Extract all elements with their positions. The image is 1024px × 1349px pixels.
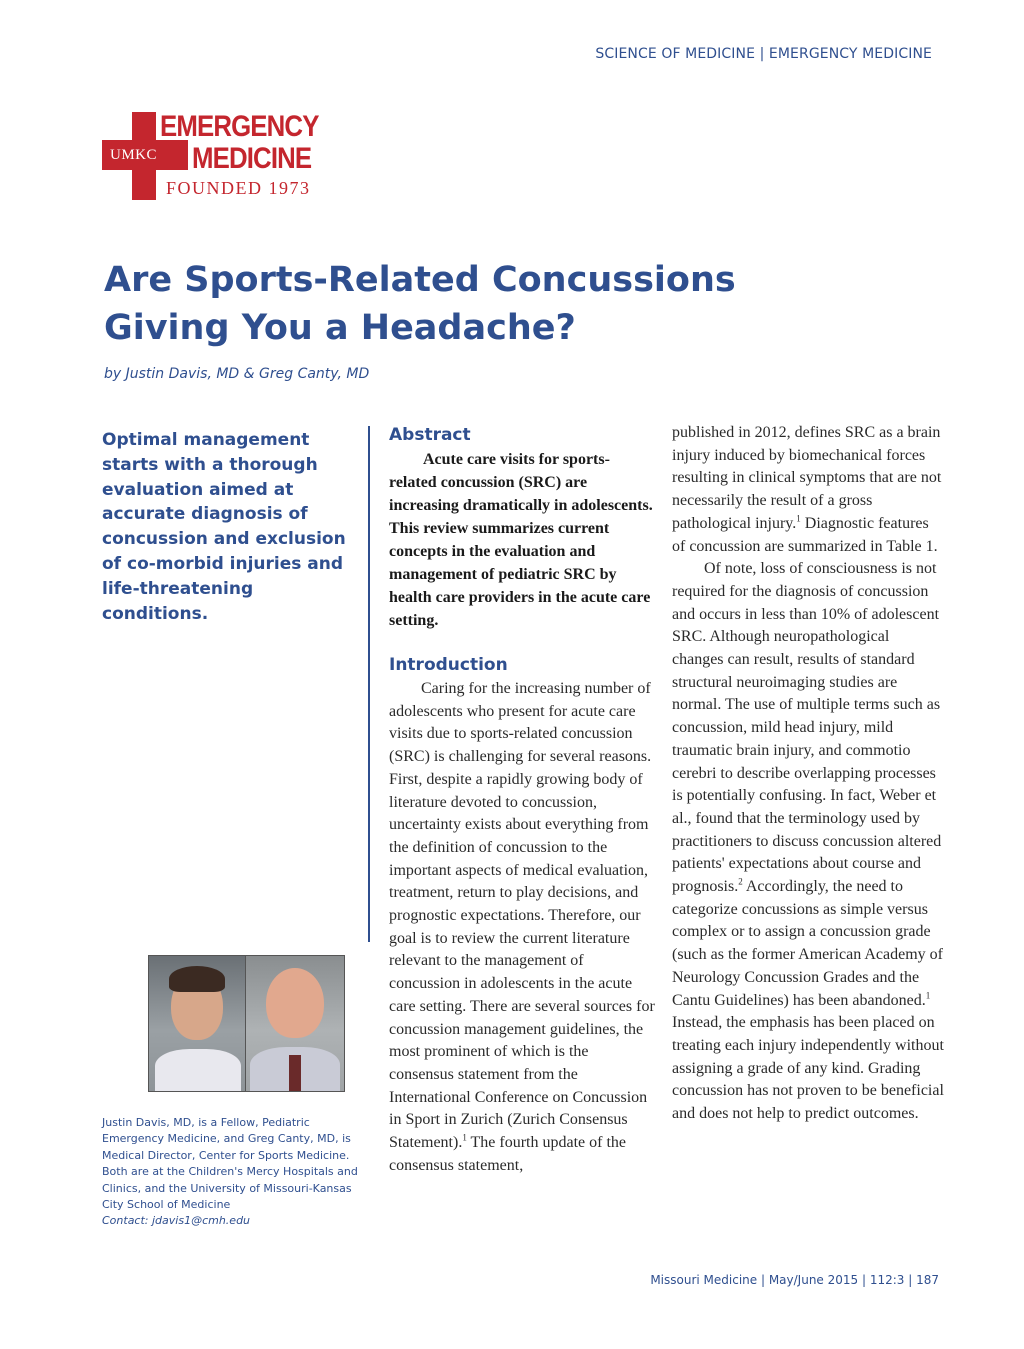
abstract-heading: Abstract (389, 425, 471, 445)
author-photo-davis (148, 955, 248, 1092)
logo-line-emergency: EMERGENCY (160, 110, 319, 143)
photo-tie (289, 1055, 301, 1091)
intro-paragraph-2: published in 2012, defines SRC as a brain injury induced by biomechanical forces resulting in clinical symptoms that are not necessarily the result of a gross pathological injury.$^1$ Diagnostic features of concussion are summarized in Table 1. (672, 424, 942, 555)
logo-founded: FOUNDED 1973 (166, 178, 311, 198)
photo-hair (169, 966, 225, 992)
abstract-text: Acute care visits for sports-related concussion (SRC) are increasing dramatically in adolescents. This review summarizes current concepts in the evaluation and management of pediatric SRC by health care providers in the acute care setting. (389, 451, 653, 629)
column-divider (368, 426, 370, 942)
intro-paragraph-1: Caring for the increasing number of adolescents who present for acute care visits due to sports-related concussion (SRC) is challenging for several reasons. First, despite a rapidly growing body of literature devoted to concussion, uncertainty exists about everything from the definition of concussion to the important aspects of medical evaluation, treatment, return to play decisions, and prognostic expectations. Therefore, our goal is to review the current literature relevant to the management of concussion in adolescents in the acute care setting. There are several sources for concussion management guidelines, the most prominent of which is the consensus statement from the International Conference on Concussion in Sport in Zurich (Zurich Consensus Statement).$^1$ The fourth update of the consensus statement, (389, 680, 655, 1174)
logo-line-medicine: MEDICINE (192, 142, 312, 175)
introduction-heading: Introduction (389, 655, 508, 675)
byline: by Justin Davis, MD & Greg Canty, MD (104, 366, 370, 382)
logo-umkc: UMKC (110, 147, 158, 163)
article-title: Are Sports-Related Concussions Giving You a Headache? (104, 260, 736, 348)
page-footer: Missouri Medicine | May/June 2015 | 112:3 | 187 (650, 1273, 939, 1287)
reference-marker: 2 (738, 876, 743, 887)
reference-marker: 1 (925, 990, 931, 1001)
column-right (672, 422, 944, 1126)
author-photo-canty (245, 955, 345, 1092)
intro-paragraph-3: Of note, loss of consciousness is not required for the diagnosis of concussion and occurs in less than 10% of adolescent SRC. Although neuropathological changes can result, results of standard structural neuroimaging studies are normal. The use of multiple terms such as concussion, mild head injury, mild traumatic brain injury, and commotio cerebri to describe overlapping processes is potentially confusing. In fact, Weber et al., found that the terminology used by practitioners to discuss concussion altered patients' expectations about course and prognosis.$^2$ Accordingly, the need to categorize concussions as simple versus complex or to assign a concussion grade (such as the former American Academy of Neurology Concussion Grades and the Cantu Guidelines) has been abandoned.$^1$ Instead, the emphasis has been placed on treating each injury independently without assigning a grade of any kind. Grading concussion has not proven to be beneficial and does not help to predict outcomes. (672, 560, 944, 1123)
column-middle (389, 422, 655, 1177)
author-caption-text: Justin Davis, MD, is a Fellow, Pediatric Emergency Medicine, and Greg Canty, MD, is Medical Director, Center for Sports Medicine. Both are at the Children's Mercy Hospitals and Clinics, and the University of Missouri-Kansas City School of Medicine (102, 1116, 358, 1212)
umkc-emergency-medicine-logo (100, 110, 340, 205)
reference-marker: 1 (462, 1132, 467, 1143)
running-head: SCIENCE OF MEDICINE | EMERGENCY MEDICINE (595, 46, 932, 62)
contact-email[interactable]: Contact: jdavis1@cmh.edu (102, 1214, 251, 1228)
photo-shirt (155, 1049, 241, 1091)
photo-face (266, 968, 324, 1038)
reference-marker: 1 (796, 513, 801, 524)
author-caption (102, 1115, 367, 1230)
pull-quote: Optimal management starts with a thorough evaluation aimed at accurate diagnosis of concussion and exclusion of co-morbid injuries and life-threatening conditions. (102, 430, 346, 624)
